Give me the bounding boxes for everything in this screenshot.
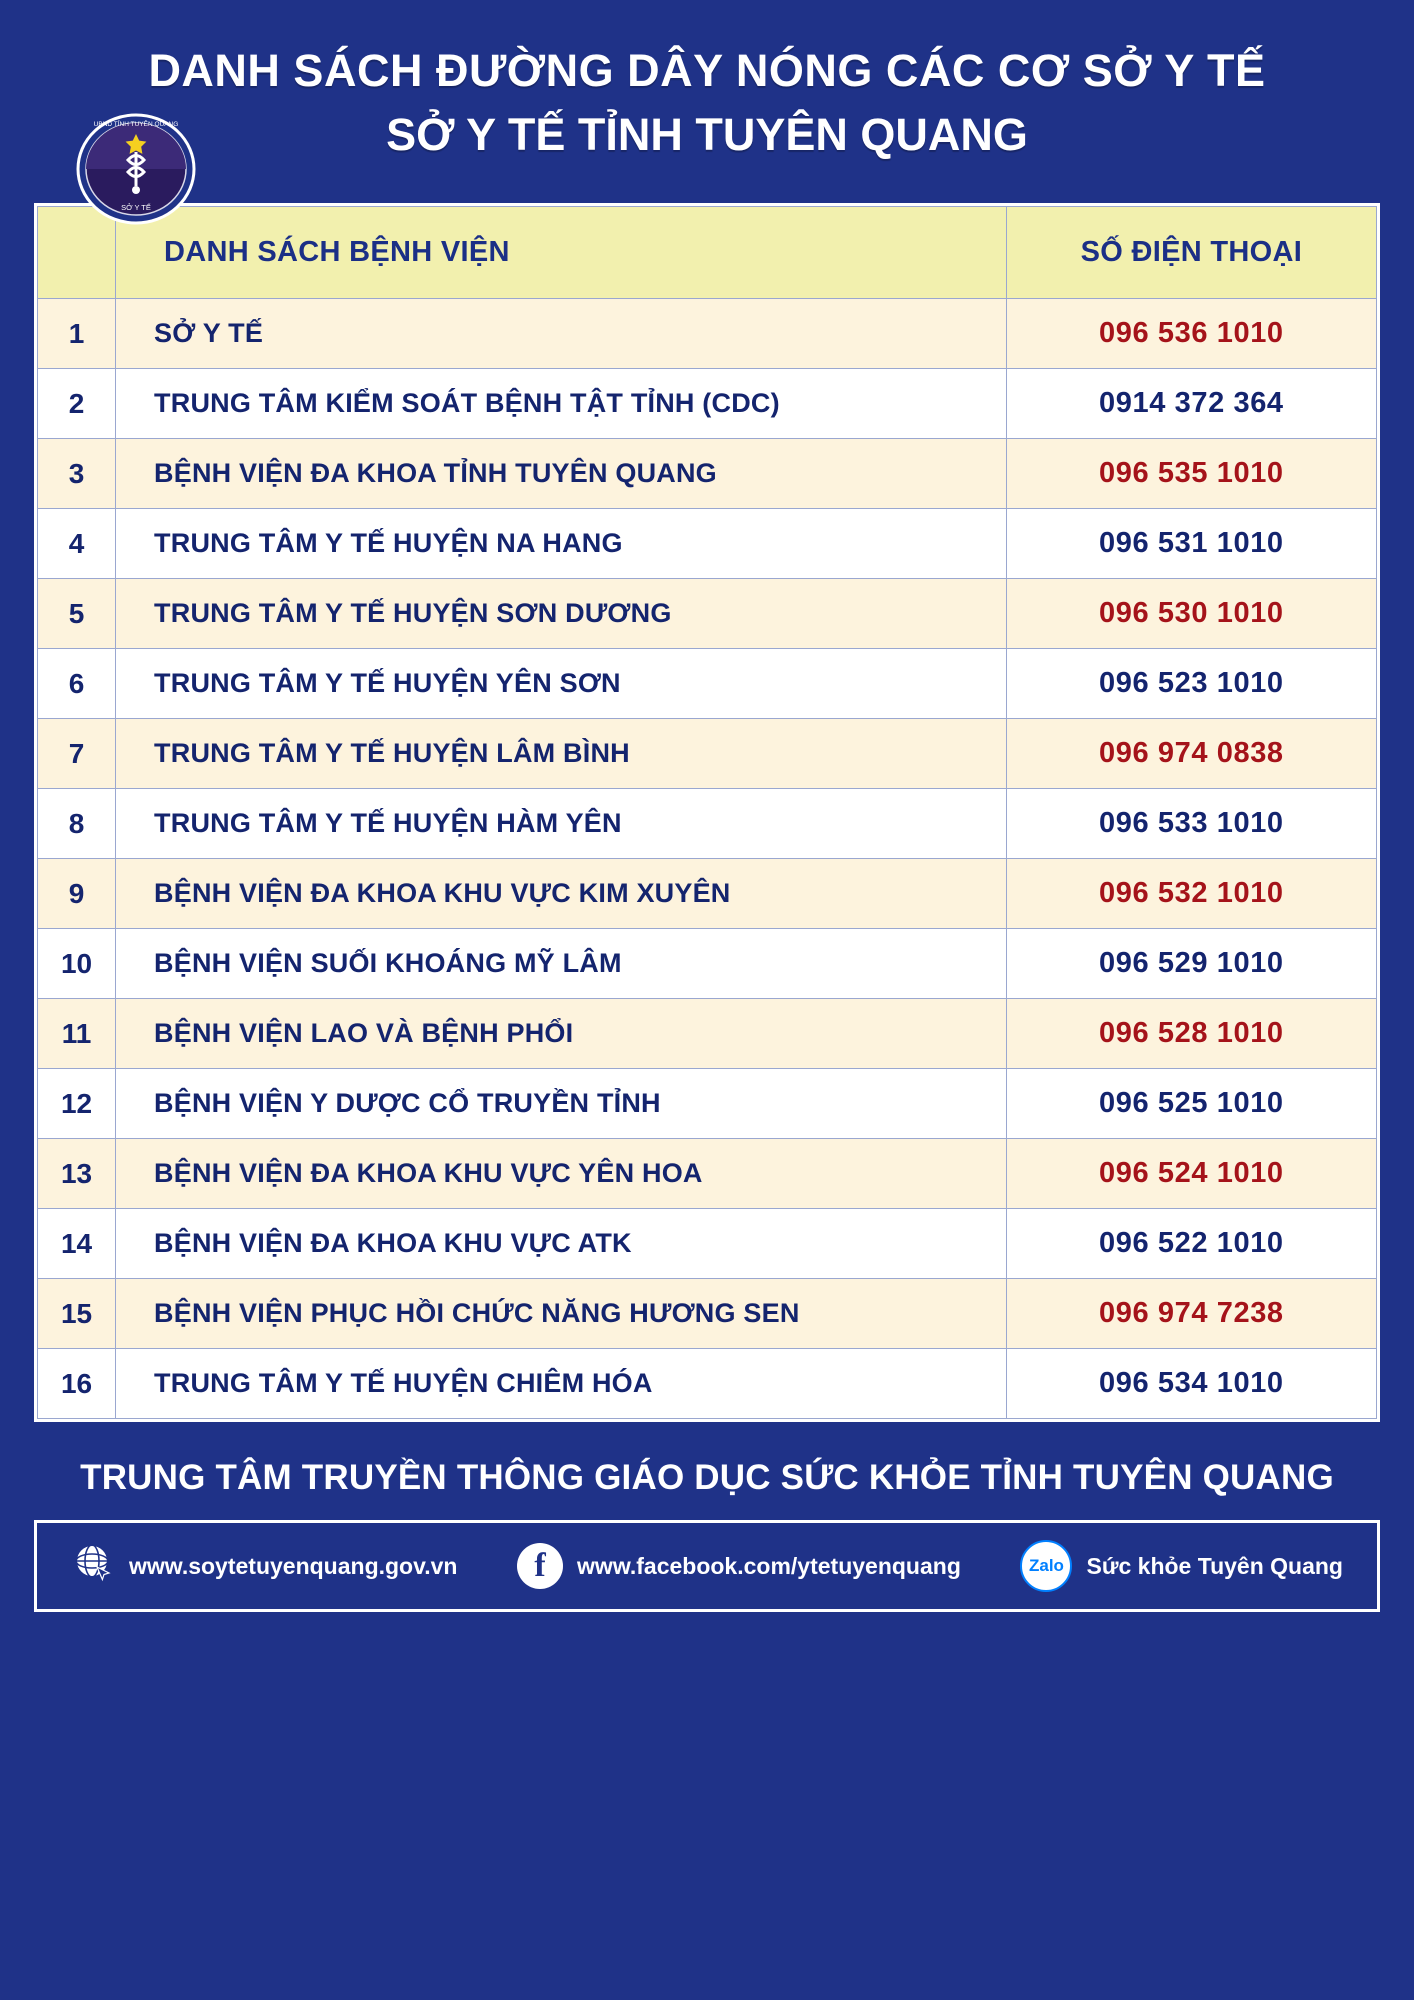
row-hospital-name: BỆNH VIỆN PHỤC HỒI CHỨC NĂNG HƯƠNG SEN	[116, 1279, 1007, 1349]
svg-text:SỞ Y TẾ: SỞ Y TẾ	[121, 203, 151, 212]
table-body	[38, 299, 1377, 1419]
table-header-row	[38, 207, 1377, 299]
row-phone-number[interactable]: 096 536 1010	[1006, 299, 1376, 369]
row-hospital-name: BỆNH VIỆN SUỐI KHOÁNG MỸ LÂM	[116, 929, 1007, 999]
table-row	[38, 509, 1377, 579]
table-row	[38, 1349, 1377, 1419]
table-row	[38, 859, 1377, 929]
table-row	[38, 1139, 1377, 1209]
row-index: 7	[38, 719, 116, 789]
footer-organization: TRUNG TÂM TRUYỀN THÔNG GIÁO DỤC SỨC KHỎE TỈNH TUYÊN QUANG	[80, 1458, 1334, 1498]
row-hospital-name: BỆNH VIỆN ĐA KHOA KHU VỰC ATK	[116, 1209, 1007, 1279]
table-row	[38, 299, 1377, 369]
zalo-icon: Zalo	[1020, 1540, 1072, 1592]
row-index: 3	[38, 439, 116, 509]
row-phone-number[interactable]: 096 523 1010	[1006, 649, 1376, 719]
row-index: 12	[38, 1069, 116, 1139]
hotline-table	[37, 206, 1377, 1419]
row-phone-number[interactable]: 096 974 0838	[1006, 719, 1376, 789]
health-department-logo	[72, 110, 200, 228]
svg-text:UBND TỈNH TUYÊN QUANG: UBND TỈNH TUYÊN QUANG	[93, 121, 179, 128]
website-contact[interactable]	[71, 1541, 457, 1591]
row-phone-number[interactable]: 0914 372 364	[1006, 369, 1376, 439]
footer-contact-bar	[34, 1520, 1380, 1612]
row-index: 6	[38, 649, 116, 719]
row-phone-number[interactable]: 096 974 7238	[1006, 1279, 1376, 1349]
facebook-icon: f	[517, 1543, 563, 1589]
row-index: 14	[38, 1209, 116, 1279]
row-hospital-name: TRUNG TÂM Y TẾ HUYỆN CHIÊM HÓA	[116, 1349, 1007, 1419]
row-index: 11	[38, 999, 116, 1069]
row-hospital-name: TRUNG TÂM KIỂM SOÁT BỆNH TẬT TỈNH (CDC)	[116, 369, 1007, 439]
table-row	[38, 789, 1377, 859]
row-hospital-name: SỞ Y TẾ	[116, 299, 1007, 369]
globe-icon	[71, 1541, 115, 1591]
table-row	[38, 579, 1377, 649]
table-row	[38, 369, 1377, 439]
zalo-contact[interactable]	[1020, 1540, 1343, 1592]
table-row	[38, 439, 1377, 509]
row-phone-number[interactable]: 096 524 1010	[1006, 1139, 1376, 1209]
row-hospital-name: TRUNG TÂM Y TẾ HUYỆN SƠN DƯƠNG	[116, 579, 1007, 649]
zalo-name: Sức khỏe Tuyên Quang	[1086, 1552, 1343, 1579]
table-row	[38, 1209, 1377, 1279]
row-index: 9	[38, 859, 116, 929]
page-title: DANH SÁCH ĐƯỜNG DÂY NÓNG CÁC CƠ SỞ Y TẾ	[148, 45, 1266, 96]
table-row	[38, 999, 1377, 1069]
row-phone-number[interactable]: 096 532 1010	[1006, 859, 1376, 929]
table-row	[38, 1069, 1377, 1139]
row-index: 4	[38, 509, 116, 579]
row-phone-number[interactable]: 096 522 1010	[1006, 1209, 1376, 1279]
facebook-contact[interactable]	[517, 1543, 961, 1589]
row-phone-number[interactable]: 096 535 1010	[1006, 439, 1376, 509]
table-row	[38, 929, 1377, 999]
row-hospital-name: BỆNH VIỆN LAO VÀ BỆNH PHỔI	[116, 999, 1007, 1069]
row-phone-number[interactable]: 096 530 1010	[1006, 579, 1376, 649]
row-hospital-name: BỆNH VIỆN ĐA KHOA TỈNH TUYÊN QUANG	[116, 439, 1007, 509]
row-index: 8	[38, 789, 116, 859]
column-header-hospital: DANH SÁCH BỆNH VIỆN	[116, 207, 1007, 299]
row-hospital-name: TRUNG TÂM Y TẾ HUYỆN LÂM BÌNH	[116, 719, 1007, 789]
column-header-phone: SỐ ĐIỆN THOẠI	[1006, 207, 1376, 299]
row-phone-number[interactable]: 096 534 1010	[1006, 1349, 1376, 1419]
row-hospital-name: TRUNG TÂM Y TẾ HUYỆN NA HANG	[116, 509, 1007, 579]
row-index: 15	[38, 1279, 116, 1349]
table-row	[38, 649, 1377, 719]
website-url: www.soytetuyenquang.gov.vn	[129, 1552, 458, 1579]
row-hospital-name: TRUNG TÂM Y TẾ HUYỆN YÊN SƠN	[116, 649, 1007, 719]
table-row	[38, 719, 1377, 789]
row-hospital-name: TRUNG TÂM Y TẾ HUYỆN HÀM YÊN	[116, 789, 1007, 859]
row-phone-number[interactable]: 096 529 1010	[1006, 929, 1376, 999]
row-index: 16	[38, 1349, 116, 1419]
row-phone-number[interactable]: 096 528 1010	[1006, 999, 1376, 1069]
row-phone-number[interactable]: 096 533 1010	[1006, 789, 1376, 859]
row-index: 5	[38, 579, 116, 649]
facebook-url: www.facebook.com/ytetuyenquang	[577, 1552, 961, 1579]
hotline-table-container	[34, 203, 1380, 1422]
row-index: 13	[38, 1139, 116, 1209]
table-row	[38, 1279, 1377, 1349]
row-index: 2	[38, 369, 116, 439]
row-phone-number[interactable]: 096 531 1010	[1006, 509, 1376, 579]
row-hospital-name: BỆNH VIỆN ĐA KHOA KHU VỰC KIM XUYÊN	[116, 859, 1007, 929]
page-subtitle: SỞ Y TẾ TỈNH TUYÊN QUANG	[386, 108, 1028, 160]
table-header	[38, 207, 1377, 299]
row-hospital-name: BỆNH VIỆN Y DƯỢC CỔ TRUYỀN TỈNH	[116, 1069, 1007, 1139]
row-index: 1	[38, 299, 116, 369]
row-phone-number[interactable]: 096 525 1010	[1006, 1069, 1376, 1139]
poster-header	[34, 0, 1380, 212]
row-hospital-name: BỆNH VIỆN ĐA KHOA KHU VỰC YÊN HOA	[116, 1139, 1007, 1209]
row-index: 10	[38, 929, 116, 999]
